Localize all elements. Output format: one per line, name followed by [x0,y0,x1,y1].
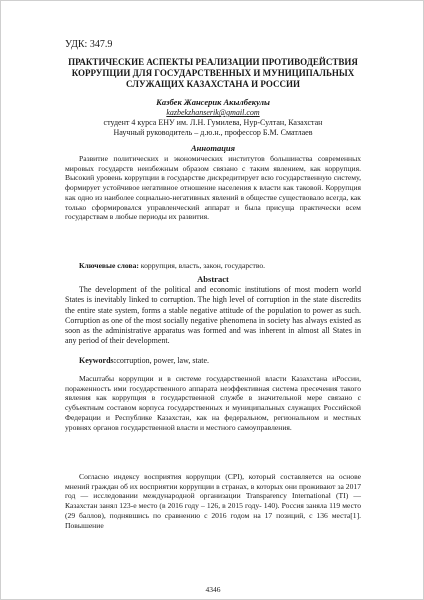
keywords-en-list: corruption, power, law, state. [116,356,210,365]
author-affiliation: студент 4 курса ЕНУ им. Л.Н. Гумилева, Нур-Султан, Казахстан [103,118,323,127]
author-email[interactable]: kazbekzhanserik@gmail.com [166,108,260,117]
page-number: 4346 [205,585,221,594]
article-title: ПРАКТИЧЕСКИЕ АСПЕКТЫ РЕАЛИЗАЦИИ ПРОТИВОДЕЙСТВИЯ КОРРУПЦИИ ДЛЯ ГОСУДАРСТВЕННЫХ И МУНИЦИПАЛЬНЫХ СЛУЖАЩИХ КАЗАХСТАНА И РОССИИ [68,57,358,89]
keywords-en-label: Keywords: [79,356,117,365]
abstract-text: The development of the political and economic institutions of most modern world States is inevitably linked to corruption. The high level of corruption in the state discredits the entire state system, forms a stable negative attitude of the population to power as such. Corruption as one of the most socially negative phenomena in society has always existed as soon as the administrative apparatus was formed and was inherent in almost all States in any period of their development. [65,285,361,346]
abstract-heading: Abstract [197,274,229,284]
keywords-ru-list: коррупция, власть, закон, государство. [138,261,266,270]
keywords-ru-label: Ключевые слова: [79,261,139,270]
keywords-en [65,356,361,366]
udk-code: УДК: 347.9 [65,39,113,50]
body-paragraph-2: Согласно индексу восприятия коррупции (CPI), который составляется на основе мнений граждан об их восприятии коррупции в странах, в которых они проживают за 2017 год — исследовании международной организации Transparency International (TI) — Казахстан занял 123-е место (в 2016 году – 126, в 2015 году- 140). Россия заняла 119 место (29 баллов), поднявшись по сравнению с 2016 годом на 17 позиций, с 136 места[1]. Повышение [65,472,361,530]
annotation-heading: Аннотация [190,143,236,153]
author-name: Казбек Жансерик Акылбекулы [156,97,270,107]
body-paragraph-1: Масштабы коррупции и в системе государственной власти Казахстана иРоссии, пораженность ими государственного аппарата неэффективная система пресечения такого явления как коррупция в государственной службе в значительной мере связано с субъектным составом корпуса государственных и муниципальных служащих Российской Федерации и Республике Казахстан, как на федеральном, региональном и местных уровнях органов государственной власти и местного самоуправления. [65,374,361,432]
keywords-ru [65,261,361,271]
annotation-text: Развитие политических и экономических институтов большинства современных мировых государств неизбежным образом связано с таким явлением, как коррупция. Высокий уровень коррупции в государстве дискредитирует всю государственную систему, формирует устойчивое негативное отношение населения к власти как таковой. Коррупция как одно из наиболее социально-негативных явлений в обществе существовало всегда, как только сформировался управленческий аппарат и была присуща практически всем государствам в любые периоды их развития. [65,154,361,222]
scientific-advisor: Научный руководитель – д.ю.н., профессор Б.М. Сматлаев [113,128,313,137]
